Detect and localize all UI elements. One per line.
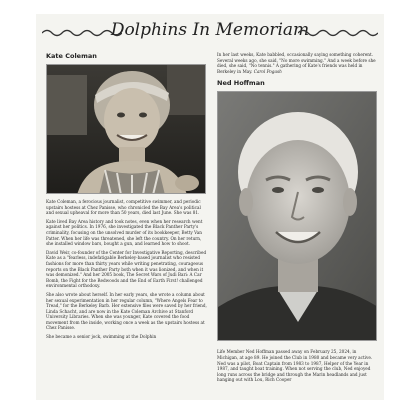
ned-name-heading: Ned Hoffman <box>217 79 265 88</box>
author-signature: Carol Pogash <box>253 68 282 74</box>
kate-paragraph-3: David Weir, co-founder of the Center for Investigative Reporting, described Kate as a "fearless, indefatigable Berkeley-based journalist who resisted fashions for more than thirty years while writing penetrating, courageous reports on the Black Panther Party both when it was lionized, and when it was demonized." And her 2005 book, The Secret Wars of Judi Bari: A Car Bomb, the Fight for the Redwoods and the End of Earth First! challenged environmental orthodoxy. <box>46 249 207 289</box>
kate-name-heading: Kate Coleman <box>46 52 97 60</box>
ned-paragraph: Life Member Ned Hoffman passed away on February 25, 2024, in Michigan, at age 89. He joined the Club in 1980 and became very active. Ned was a pilot, Boat Captain from 1983 to 1987, Helper of the Year in 1987, and taught boat training. When not serving the club, Ned enjoyed long runs across the bridge and through the Marin headlands and just hanging out with Lou, Rich Cooper <box>217 349 373 383</box>
kate-coleman-photo <box>46 64 206 194</box>
wave-flourish-right-icon <box>298 27 378 39</box>
right-column <box>217 52 377 383</box>
page-title: Dolphins In Memoriam <box>110 20 310 40</box>
kate-paragraph-5: She became a senior jock, swimming at the Dolphin <box>46 334 157 340</box>
kate-paragraph-2: Kate lived Bay Area history and took notes, even when her research went against her politics. In 1976, she investigated the Black Panther Party's criminality, focusing on the unsolved murder of its bookkeeper, Betty Van Patter. When her life was threatened, she left the country. On her return, she installed window bars, bought a gun, and learned how to shoot. <box>46 218 203 247</box>
kate-continued-body: In her last weeks, Kate babbled, occasionally saying something coherent. Several weeks ago, she said, "No more swimming." And a week before she died, she said, "No tennis." A gathering of Kate's friends was held in Berkeley in May. <box>217 52 376 74</box>
kate-paragraph-1: Kate Coleman, a ferocious journalist, competitive swimmer, and periodic upstairs hostess at Chez Panisse, who chronicled the Bay Area's political and sexual upheaval for more than 50 years, died last June. She was 81. <box>46 199 201 216</box>
left-column <box>46 52 209 340</box>
newsletter-page <box>36 14 384 400</box>
masthead <box>36 18 384 48</box>
ned-hoffman-photo <box>217 91 377 341</box>
kate-continued-text <box>217 52 377 74</box>
kate-paragraph-4: She also wrote about herself. In her early years, she wrote a column about her sexual experimentation in her regular column, "Where Angels Fear to Tread," for the Berkeley Barb. Her extensive files were saved by her friend, Linda Schacht, and are now in the Kate Coleman Archive at Stanford University Libraries. When she was younger, Kate covered the food movement from the inside, working once a week as the upstairs hostess at Chez Panisse. <box>46 291 207 331</box>
